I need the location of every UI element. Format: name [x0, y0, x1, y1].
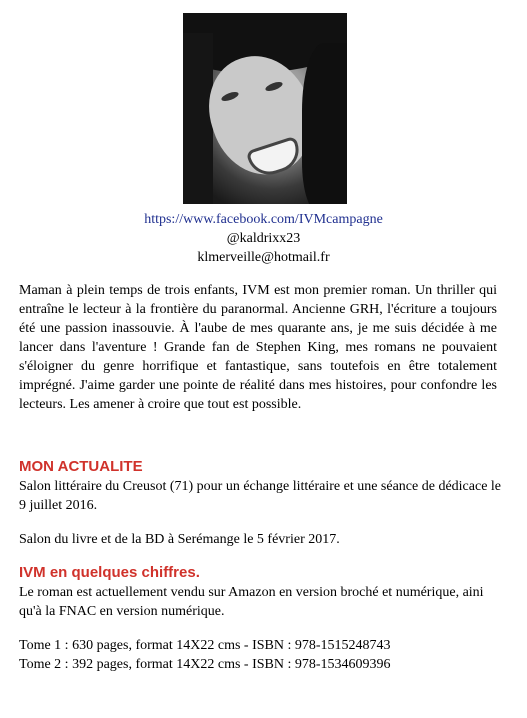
- photo-hair-right: [302, 43, 347, 204]
- contact-block: [0, 210, 527, 267]
- actualite-event-2: Salon du livre et de la BD à Serémange le 5 février 2017.: [19, 532, 340, 547]
- facebook-link[interactable]: https://www.facebook.com/IVMcampagne: [144, 212, 383, 227]
- chiffres-heading: IVM en quelques chiffres.: [19, 564, 200, 581]
- social-handle: @kaldrixx23: [226, 231, 301, 246]
- author-bio: Maman à plein temps de trois enfants, IVM est mon premier roman. Un thriller qui entraîne le lecteur à la frontière du paranormal. Ancienne GRH, l'écriture a toujours été une passion inassouvie. À l'aube de mes quarante ans, je me suis décidée à me lancer dans l'aventure ! Grande fan de Stephen King, mes romans ne pouvaient s'éloigner du genre horrifique et fantastique, sans toutefois en être totalement imprégné. J'aime garder une pointe de réalité dans mes histoires, pour confondre les lecteurs. Les amener à croire que tout est possible.: [19, 283, 497, 412]
- tome-2-info: Tome 2 : 392 pages, format 14X22 cms - ISBN : 978-1534609396: [19, 657, 391, 672]
- actualite-event-1: Salon littéraire du Creusot (71) pour un échange littéraire et une séance de dédicace le 9 juillet 2016.: [19, 479, 502, 513]
- author-photo: [183, 13, 347, 204]
- tome-1-info: Tome 1 : 630 pages, format 14X22 cms - ISBN : 978-1515248743: [19, 638, 391, 653]
- chiffres-text: Le roman est actuellement vendu sur Amazon en version broché et numérique, aini qu'à la FNAC en version numérique.: [19, 585, 484, 619]
- email-address[interactable]: klmerveille@hotmail.fr: [197, 250, 330, 265]
- actualite-heading: MON ACTUALITE: [19, 458, 143, 475]
- photo-hair-left: [183, 33, 213, 204]
